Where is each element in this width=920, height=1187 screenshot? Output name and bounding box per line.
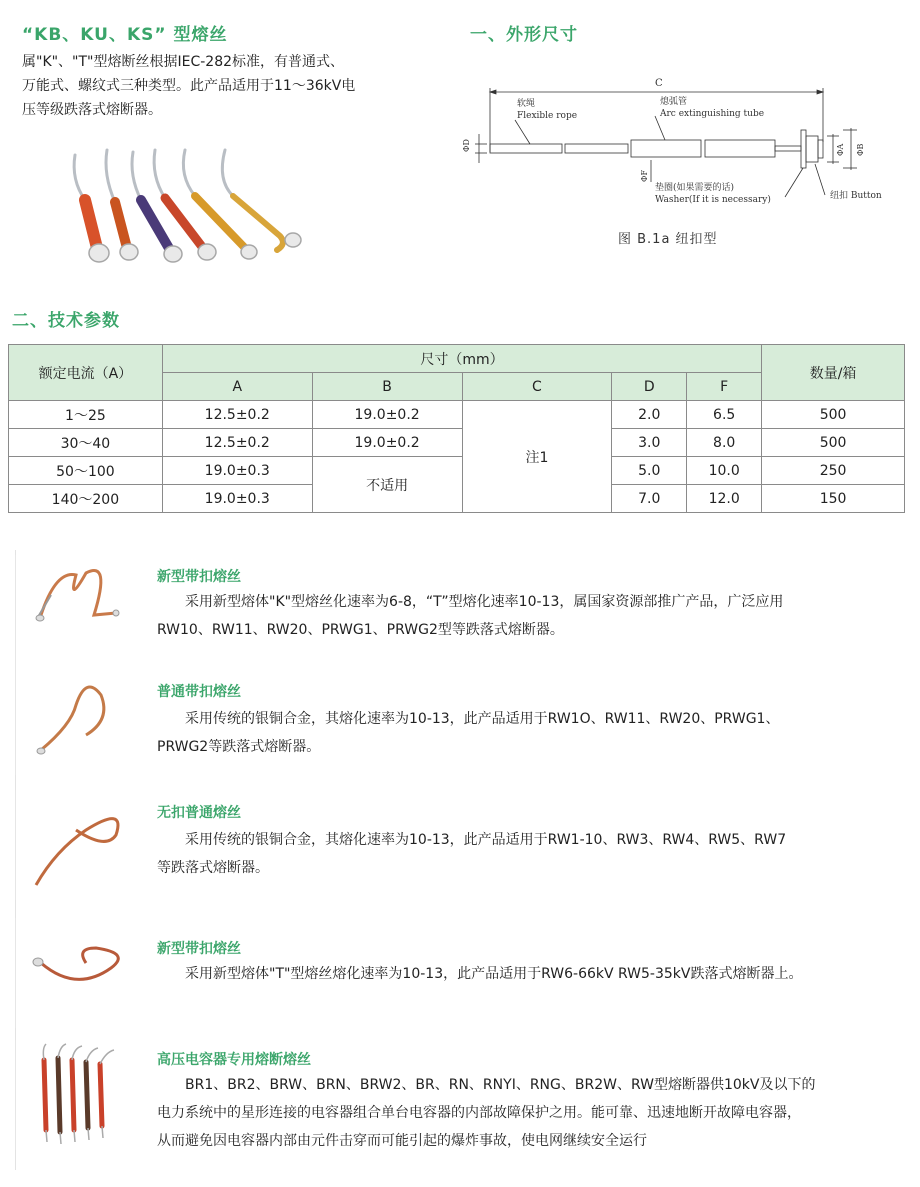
product-image-standard-button-fuse xyxy=(15,665,136,775)
header-qty: 数量/箱 xyxy=(762,345,905,401)
soft-rope-en-label: Flexible rope xyxy=(517,111,578,121)
product-line: 电力系统中的星形连接的电容器组合单台电容器的内部故障保护之用。能可靠、迅速地断开故障电容器， xyxy=(157,1105,801,1121)
cell-a: 19.0±0.3 xyxy=(162,457,312,485)
product-image-new-button-fuse xyxy=(15,555,136,665)
section2-title: 二、技术参数 xyxy=(12,311,120,331)
product-description xyxy=(157,588,912,644)
header-d: D xyxy=(612,373,687,401)
cell-qty: 500 xyxy=(762,401,905,429)
fuse-links-photo xyxy=(55,140,325,280)
spec-table xyxy=(8,344,905,513)
table-row xyxy=(9,401,905,429)
cell-qty: 500 xyxy=(762,429,905,457)
arc-tube-en-label: Arc extinguishing tube xyxy=(660,109,765,119)
cell-qty: 250 xyxy=(762,457,905,485)
dim-f-label: ΦF xyxy=(640,169,649,182)
product-image-new-button-fuse-t xyxy=(15,918,136,1028)
cell-d: 7.0 xyxy=(612,485,687,513)
intro-line: 压等级跌落式熔断器。 xyxy=(22,102,162,118)
product-title: 普通带扣熔丝 xyxy=(157,684,241,700)
product-title: 高压电容器专用熔断熔丝 xyxy=(157,1052,311,1068)
soft-rope-cn-label: 软绳 xyxy=(517,99,536,109)
product-description xyxy=(157,705,912,761)
washer-en-label: Washer(If it is necessary) xyxy=(655,195,771,205)
product-description xyxy=(157,1071,912,1155)
button-label: 纽扣 Button xyxy=(830,191,882,201)
cell-d: 2.0 xyxy=(612,401,687,429)
product-image-no-button-fuse xyxy=(15,790,136,900)
cell-current: 30～40 xyxy=(9,429,163,457)
product-title: 新型带扣熔丝 xyxy=(157,941,241,957)
cell-qty: 150 xyxy=(762,485,905,513)
cell-c-note: 注1 xyxy=(462,401,612,513)
product-line: 采用新型熔体"K"型熔丝化速率为6-8，“T”型熔化速率10-13，属国家资源部推广产品，广泛应用 xyxy=(157,594,784,610)
product-image-capacitor-fuse xyxy=(15,1040,136,1150)
diagram-caption: 图 B.1a 纽扣型 xyxy=(618,232,718,247)
cell-current: 140～200 xyxy=(9,485,163,513)
header-a: A xyxy=(162,373,312,401)
section1-title: 一、外形尺寸 xyxy=(470,25,578,45)
table-row xyxy=(9,429,905,457)
cell-f: 6.5 xyxy=(687,401,762,429)
fuse-dimension-diagram xyxy=(455,72,915,222)
product-line: 采用新型熔体"T"型熔丝熔化速率为10-13，此产品适用于RW6-66kV RW5-35kV跌落式熔断器上。 xyxy=(157,966,803,982)
intro-title: “KB、KU、KS” 型熔丝 xyxy=(22,25,228,45)
intro-line: 属"K"、"T"型熔断丝根据IEC-282标准，有普通式、 xyxy=(22,54,345,70)
cell-d: 5.0 xyxy=(612,457,687,485)
header-c: C xyxy=(462,373,612,401)
product-line: PRWG2等跌落式熔断器。 xyxy=(157,739,321,755)
product-title: 无扣普通熔丝 xyxy=(157,805,241,821)
dim-a-label: ΦA xyxy=(836,143,845,156)
product-line: 等跌落式熔断器。 xyxy=(157,860,269,876)
cell-b: 19.0±0.2 xyxy=(312,429,462,457)
header-current: 额定电流（A） xyxy=(9,345,163,401)
intro-paragraph xyxy=(22,50,422,122)
intro-line: 万能式、螺纹式三种类型。此产品适用于11～36kV电 xyxy=(22,78,356,94)
cell-current: 1～25 xyxy=(9,401,163,429)
cell-a: 12.5±0.2 xyxy=(162,429,312,457)
dim-d-label: ΦD xyxy=(462,139,471,152)
dim-b-label: ΦB xyxy=(856,143,865,156)
header-size: 尺寸（mm） xyxy=(162,345,761,373)
header-f: F xyxy=(687,373,762,401)
table-row xyxy=(9,457,905,485)
dim-c-label: C xyxy=(655,78,663,89)
product-line: 从而避免因电容器内部由元件击穿而可能引起的爆炸事故，使电网继续安全运行 xyxy=(157,1133,647,1149)
cell-a: 12.5±0.2 xyxy=(162,401,312,429)
cell-current: 50～100 xyxy=(9,457,163,485)
cell-a: 19.0±0.3 xyxy=(162,485,312,513)
washer-cn-label: 垫圈(如果需要的话) xyxy=(655,183,735,193)
cell-b-na: 不适用 xyxy=(312,457,462,513)
cell-f: 10.0 xyxy=(687,457,762,485)
product-line: 采用传统的银铜合金，其熔化速率为10-13，此产品适用于RW1O、RW11、RW20、PRWG1、 xyxy=(157,711,780,727)
product-title: 新型带扣熔丝 xyxy=(157,569,241,585)
product-line: 采用传统的银铜合金，其熔化速率为10-13，此产品适用于RW1-10、RW3、RW4、RW5、RW7 xyxy=(157,832,787,848)
cell-d: 3.0 xyxy=(612,429,687,457)
cell-f: 8.0 xyxy=(687,429,762,457)
header-b: B xyxy=(312,373,462,401)
cell-f: 12.0 xyxy=(687,485,762,513)
product-line: RW10、RW11、RW20、PRWG1、PRWG2型等跌落式熔断器。 xyxy=(157,622,564,638)
product-description xyxy=(157,960,912,988)
arc-tube-cn-label: 熄弧管 xyxy=(660,97,688,107)
cell-b: 19.0±0.2 xyxy=(312,401,462,429)
product-line: BR1、BR2、BRW、BRN、BRW2、BR、RN、RNYI、RNG、BR2W、RW型熔断器供10kV及以下的 xyxy=(157,1077,816,1093)
product-description xyxy=(157,826,912,882)
